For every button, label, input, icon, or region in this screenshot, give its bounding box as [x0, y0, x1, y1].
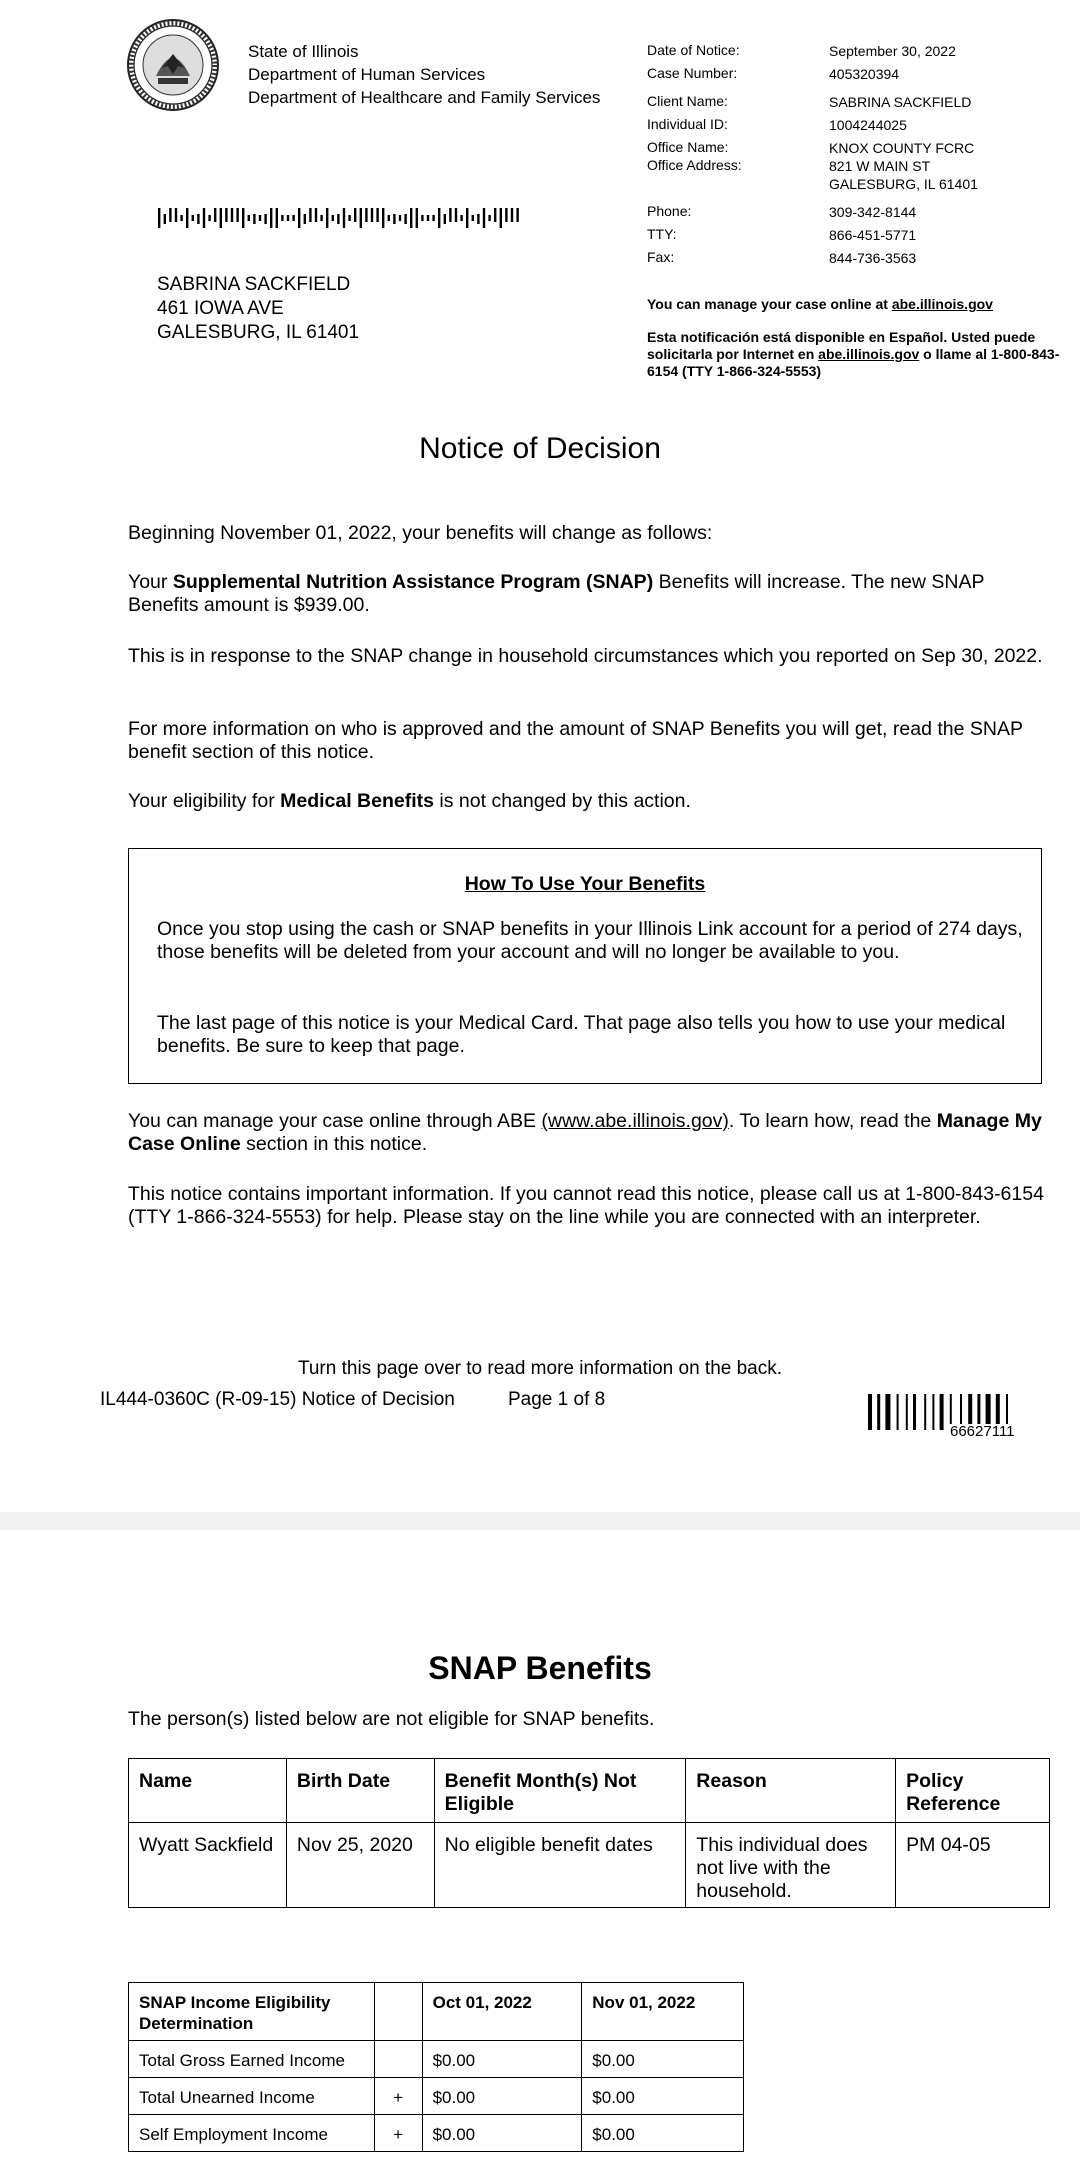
- table-row: [129, 2115, 744, 2152]
- barcode-bar: [488, 215, 490, 221]
- snap-benefits-title: SNAP Benefits: [428, 1650, 652, 1686]
- notice-paragraph: [128, 718, 1046, 764]
- tty-value: 866-451-5771: [829, 227, 917, 243]
- change-reason-text: This is in response to the SNAP change in household circumstances which you reported on Sep 30, 2022.: [128, 645, 1043, 667]
- barcode-bar: [932, 1394, 934, 1430]
- barcode-bar: [511, 208, 513, 222]
- page-number: Page 1 of 8: [508, 1389, 606, 1410]
- barcode-bar: [231, 208, 233, 222]
- amount-nov: $0.00: [582, 2078, 744, 2115]
- manage-online-text: You can manage your case online at: [647, 296, 892, 312]
- medical-benefits-term: Medical Benefits: [280, 790, 434, 812]
- case-number-value: 405320394: [829, 66, 900, 82]
- barcode-bar: [404, 214, 406, 224]
- snap-increase-text: [128, 571, 1046, 617]
- barcode-bar: [304, 214, 306, 224]
- table-row: [129, 2041, 744, 2078]
- barcode-bar: [315, 208, 317, 222]
- barcode-bar: [393, 214, 395, 224]
- income-eligibility-table: [128, 1982, 744, 2152]
- barcode-bar: [960, 1394, 962, 1424]
- policy-reference: PM 04-05: [896, 1823, 1050, 1908]
- barcode-bar: [220, 208, 222, 228]
- text: You can manage your case online through ABE: [128, 1110, 542, 1132]
- column-header: SNAP Income Eligibility Determination: [129, 1983, 375, 2041]
- table-row: [129, 2078, 744, 2115]
- barcode-bar: [371, 208, 373, 222]
- barcode-bar: [169, 208, 171, 222]
- barcode-bar: [427, 215, 429, 221]
- phone-label: Phone:: [647, 203, 692, 219]
- medical-eligibility-text: [128, 790, 1046, 813]
- barcode-bar: [281, 215, 283, 221]
- barcode-bar: [505, 208, 507, 222]
- ineligible-note: The person(s) listed below are not eligible for SNAP benefits.: [128, 1708, 655, 1730]
- barcode-bar: [203, 208, 205, 228]
- abe-link-spanish[interactable]: abe.illinois.gov: [818, 346, 920, 362]
- notice-details: [647, 42, 1080, 272]
- barcode-bar: [968, 1394, 972, 1424]
- barcode-bar: [455, 208, 457, 222]
- barcode-bar: [253, 214, 255, 224]
- office-address-line-2: GALESBURG, IL 61401: [829, 176, 978, 192]
- date-of-notice-label: Date of Notice:: [647, 42, 740, 58]
- barcode-bar: [906, 1394, 908, 1430]
- reason: This individual does not live with the household.: [686, 1823, 896, 1908]
- barcode-bar: [388, 215, 390, 221]
- client-name-value: SABRINA SACKFIELD: [829, 94, 972, 110]
- column-header: Benefit Month(s) Not Eligible: [434, 1759, 686, 1823]
- column-header: [374, 1983, 422, 2041]
- barcode-bar: [410, 208, 412, 228]
- barcode-bar: [264, 214, 266, 224]
- barcode-bar: [186, 208, 188, 228]
- amount-oct: $0.00: [422, 2115, 582, 2152]
- barcode-bar: [432, 215, 434, 221]
- income-type: Self Employment Income: [129, 2115, 375, 2152]
- barcode-bar: [472, 215, 474, 221]
- barcode-bar: [354, 208, 356, 222]
- barcode-bar: [298, 208, 300, 228]
- agency-line: Department of Healthcare and Family Services: [248, 88, 601, 107]
- barcode-bar: [175, 208, 177, 222]
- notice-title: Notice of Decision: [419, 432, 661, 465]
- fax-label: Fax:: [647, 249, 675, 265]
- income-type: Total Gross Earned Income: [129, 2041, 375, 2078]
- barcode-bar: [158, 208, 160, 228]
- manage-case-paragraph: [128, 1110, 1046, 1156]
- barcode-bar: [996, 1394, 1000, 1424]
- barcode-bar: [332, 215, 334, 221]
- barcode-bar: [365, 208, 367, 222]
- barcode-bar: [208, 215, 210, 221]
- text: Your eligibility for: [128, 790, 281, 812]
- barcode-bar: [225, 208, 227, 222]
- barcode-bar: [977, 1394, 980, 1424]
- notice-page-2: [0, 1530, 1080, 2180]
- notice-paragraph: [128, 645, 1046, 668]
- barcode-bar: [868, 1394, 872, 1430]
- column-header: Nov 01, 2022: [582, 1983, 744, 2041]
- tty-label: TTY:: [647, 226, 677, 242]
- barcode-bar: [248, 215, 250, 221]
- office-name-value: KNOX COUNTY FCRC: [829, 140, 975, 156]
- barcode-bar: [337, 214, 339, 224]
- recipient-address: [157, 273, 359, 345]
- client-name-label: Client Name:: [647, 93, 728, 109]
- abe-link[interactable]: abe.illinois.gov: [891, 296, 993, 312]
- person-name: Wyatt Sackfield: [129, 1823, 287, 1908]
- individual-id-label: Individual ID:: [647, 116, 728, 132]
- operator: [374, 2041, 422, 2078]
- column-header: Oct 01, 2022: [422, 1983, 582, 2041]
- barcode-bar: [460, 215, 462, 221]
- snap-program-name: Supplemental Nutrition Assistance Program (SNAP): [172, 571, 654, 593]
- recipient-street: 461 IOWA AVE: [157, 298, 284, 319]
- barcode-number: 66627111: [950, 1423, 1015, 1438]
- agency-line: State of Illinois: [248, 42, 359, 61]
- text: Benefits will increase. The new SNAP Benefits amount is $939.00.: [128, 571, 985, 616]
- barcode-bar: [242, 208, 244, 228]
- box-title: How To Use Your Benefits: [464, 873, 706, 895]
- barcode-bar: [360, 208, 362, 228]
- barcode-bar: [348, 215, 350, 221]
- form-id: IL444-0360C (R-09-15) Notice of Decision: [100, 1389, 455, 1410]
- barcode-bar: [913, 1394, 916, 1430]
- barcode-bar: [500, 208, 502, 228]
- phone-value: 309-342-8144: [829, 204, 917, 220]
- postal-barcode-icon: [158, 208, 528, 228]
- barcode-bar: [180, 215, 182, 221]
- barcode-bar: [950, 1394, 952, 1424]
- barcode-bar: [309, 208, 311, 222]
- table-header-row: [129, 1759, 1050, 1823]
- barcode-bar: [399, 215, 401, 221]
- text: is not changed by this action.: [434, 790, 691, 812]
- barcode-bar: [192, 215, 194, 221]
- barcode-bar: [292, 215, 294, 221]
- barcode-bar: [343, 208, 345, 228]
- operator: +: [374, 2078, 422, 2115]
- barcode-bar: [483, 208, 485, 228]
- barcode-bar: [924, 1394, 926, 1430]
- barcode-bar: [416, 208, 418, 228]
- amount-nov: $0.00: [582, 2115, 744, 2152]
- spanish-text-1: Esta notificación está disponible en Español. Usted puede solicitarla por Internet en: [647, 329, 1036, 362]
- barcode-bar: [940, 1394, 944, 1430]
- text: . To learn how, read the: [728, 1110, 937, 1132]
- manage-my-case-online-term: Manage My Case Online: [128, 1110, 1042, 1155]
- barcode-bar: [1006, 1394, 1008, 1424]
- office-address-label: Office Address:: [647, 157, 742, 173]
- barcode-bar: [494, 208, 496, 222]
- barcode-bar: [376, 208, 378, 222]
- barcode-bar: [421, 215, 423, 221]
- amount-oct: $0.00: [422, 2041, 582, 2078]
- barcode-bar: [885, 1394, 890, 1430]
- barcode-bar: [382, 208, 384, 228]
- barcode-bar: [164, 214, 166, 224]
- barcode-bar: [259, 215, 261, 221]
- agency-line: Department of Human Services: [248, 65, 486, 84]
- interpreter-paragraph: [128, 1183, 1046, 1229]
- table-row: [129, 1823, 1050, 1908]
- barcode-bar: [197, 214, 199, 224]
- barcode-bar: [444, 214, 446, 224]
- recipient-city: GALESBURG, IL 61401: [157, 322, 360, 343]
- table-header-row: [129, 1983, 744, 2041]
- text: Your: [128, 571, 173, 593]
- case-number-label: Case Number:: [647, 65, 738, 81]
- operator: +: [374, 2115, 422, 2152]
- column-header: Reason: [686, 1759, 896, 1823]
- recipient-name: SABRINA SACKFIELD: [157, 274, 351, 295]
- medical-card-text: The last page of this notice is your Medical Card. That page also tells you how to use your medical benefits. Be sure to keep that page.: [157, 1012, 1006, 1057]
- amount-oct: $0.00: [422, 2078, 582, 2115]
- agency-name: [248, 40, 600, 109]
- manage-online-note: [647, 296, 993, 312]
- barcode-bar: [897, 1394, 899, 1430]
- office-address-label-blank: [647, 175, 829, 203]
- column-header: Policy Reference: [896, 1759, 1050, 1823]
- barcode-bar: [449, 208, 451, 222]
- benefit-change-intro: Beginning November 01, 2022, your benefits will change as follows:: [128, 522, 713, 544]
- more-info-text: For more information on who is approved and the amount of SNAP Benefits you will get, read the SNAP benefit section of this notice.: [128, 718, 1023, 763]
- income-type: Total Unearned Income: [129, 2078, 375, 2115]
- how-to-use-benefits-box: [128, 848, 1042, 1084]
- barcode-bar: [477, 214, 479, 224]
- barcode-bar: [270, 208, 272, 228]
- interpreter-text: This notice contains important information. If you cannot read this notice, please call us at 1-800-843-6154 (TTY 1-866-324-5553) for help. Please stay on the line while you are connected with an interpreter.: [128, 1183, 1044, 1228]
- abe-website-link[interactable]: (www.abe.illinois.gov): [541, 1110, 729, 1132]
- barcode-bar: [466, 208, 468, 228]
- barcode-bar: [287, 215, 289, 221]
- barcode-bar: [986, 1394, 991, 1424]
- benefit-expiry-text: Once you stop using the cash or SNAP benefits in your Illinois Link account for a period of 274 days, those benefits will be deleted from your account and will no longer be available to you.: [157, 918, 1023, 963]
- individual-id-value: 1004244025: [829, 117, 907, 133]
- barcode-bar: [320, 215, 322, 221]
- turn-page-note: Turn this page over to read more information on the back.: [297, 1358, 783, 1379]
- spanish-text-2: o llame al 1-800-843-6154 (TTY 1-866-324-5553): [647, 346, 1060, 379]
- text: section in this notice.: [240, 1133, 428, 1155]
- barcode-bar: [438, 208, 440, 228]
- spanish-availability-note: [647, 329, 1077, 380]
- barcode-bar: [326, 208, 328, 228]
- barcode-bar: [516, 208, 518, 222]
- column-header: Birth Date: [286, 1759, 434, 1823]
- notice-paragraph: [128, 522, 1046, 545]
- illinois-state-seal-icon: [126, 18, 220, 112]
- notice-paragraph: [128, 790, 1046, 813]
- barcode-bar: [236, 208, 238, 222]
- ineligible-months: No eligible benefit dates: [434, 1823, 686, 1908]
- fax-value: 844-736-3563: [829, 250, 917, 266]
- date-of-notice-value: September 30, 2022: [829, 43, 956, 59]
- document-barcode-icon: [868, 1394, 1078, 1438]
- barcode-bar: [214, 208, 216, 222]
- column-header: Name: [129, 1759, 287, 1823]
- barcode-bar: [877, 1394, 880, 1430]
- barcode-bar: [276, 208, 278, 228]
- office-name-label: Office Name:: [647, 139, 729, 155]
- notice-paragraph: [128, 571, 1046, 617]
- office-address-line-1: 821 W MAIN ST: [829, 158, 931, 174]
- amount-nov: $0.00: [582, 2041, 744, 2078]
- birth-date: Nov 25, 2020: [286, 1823, 434, 1908]
- ineligible-persons-table: [128, 1758, 1050, 1908]
